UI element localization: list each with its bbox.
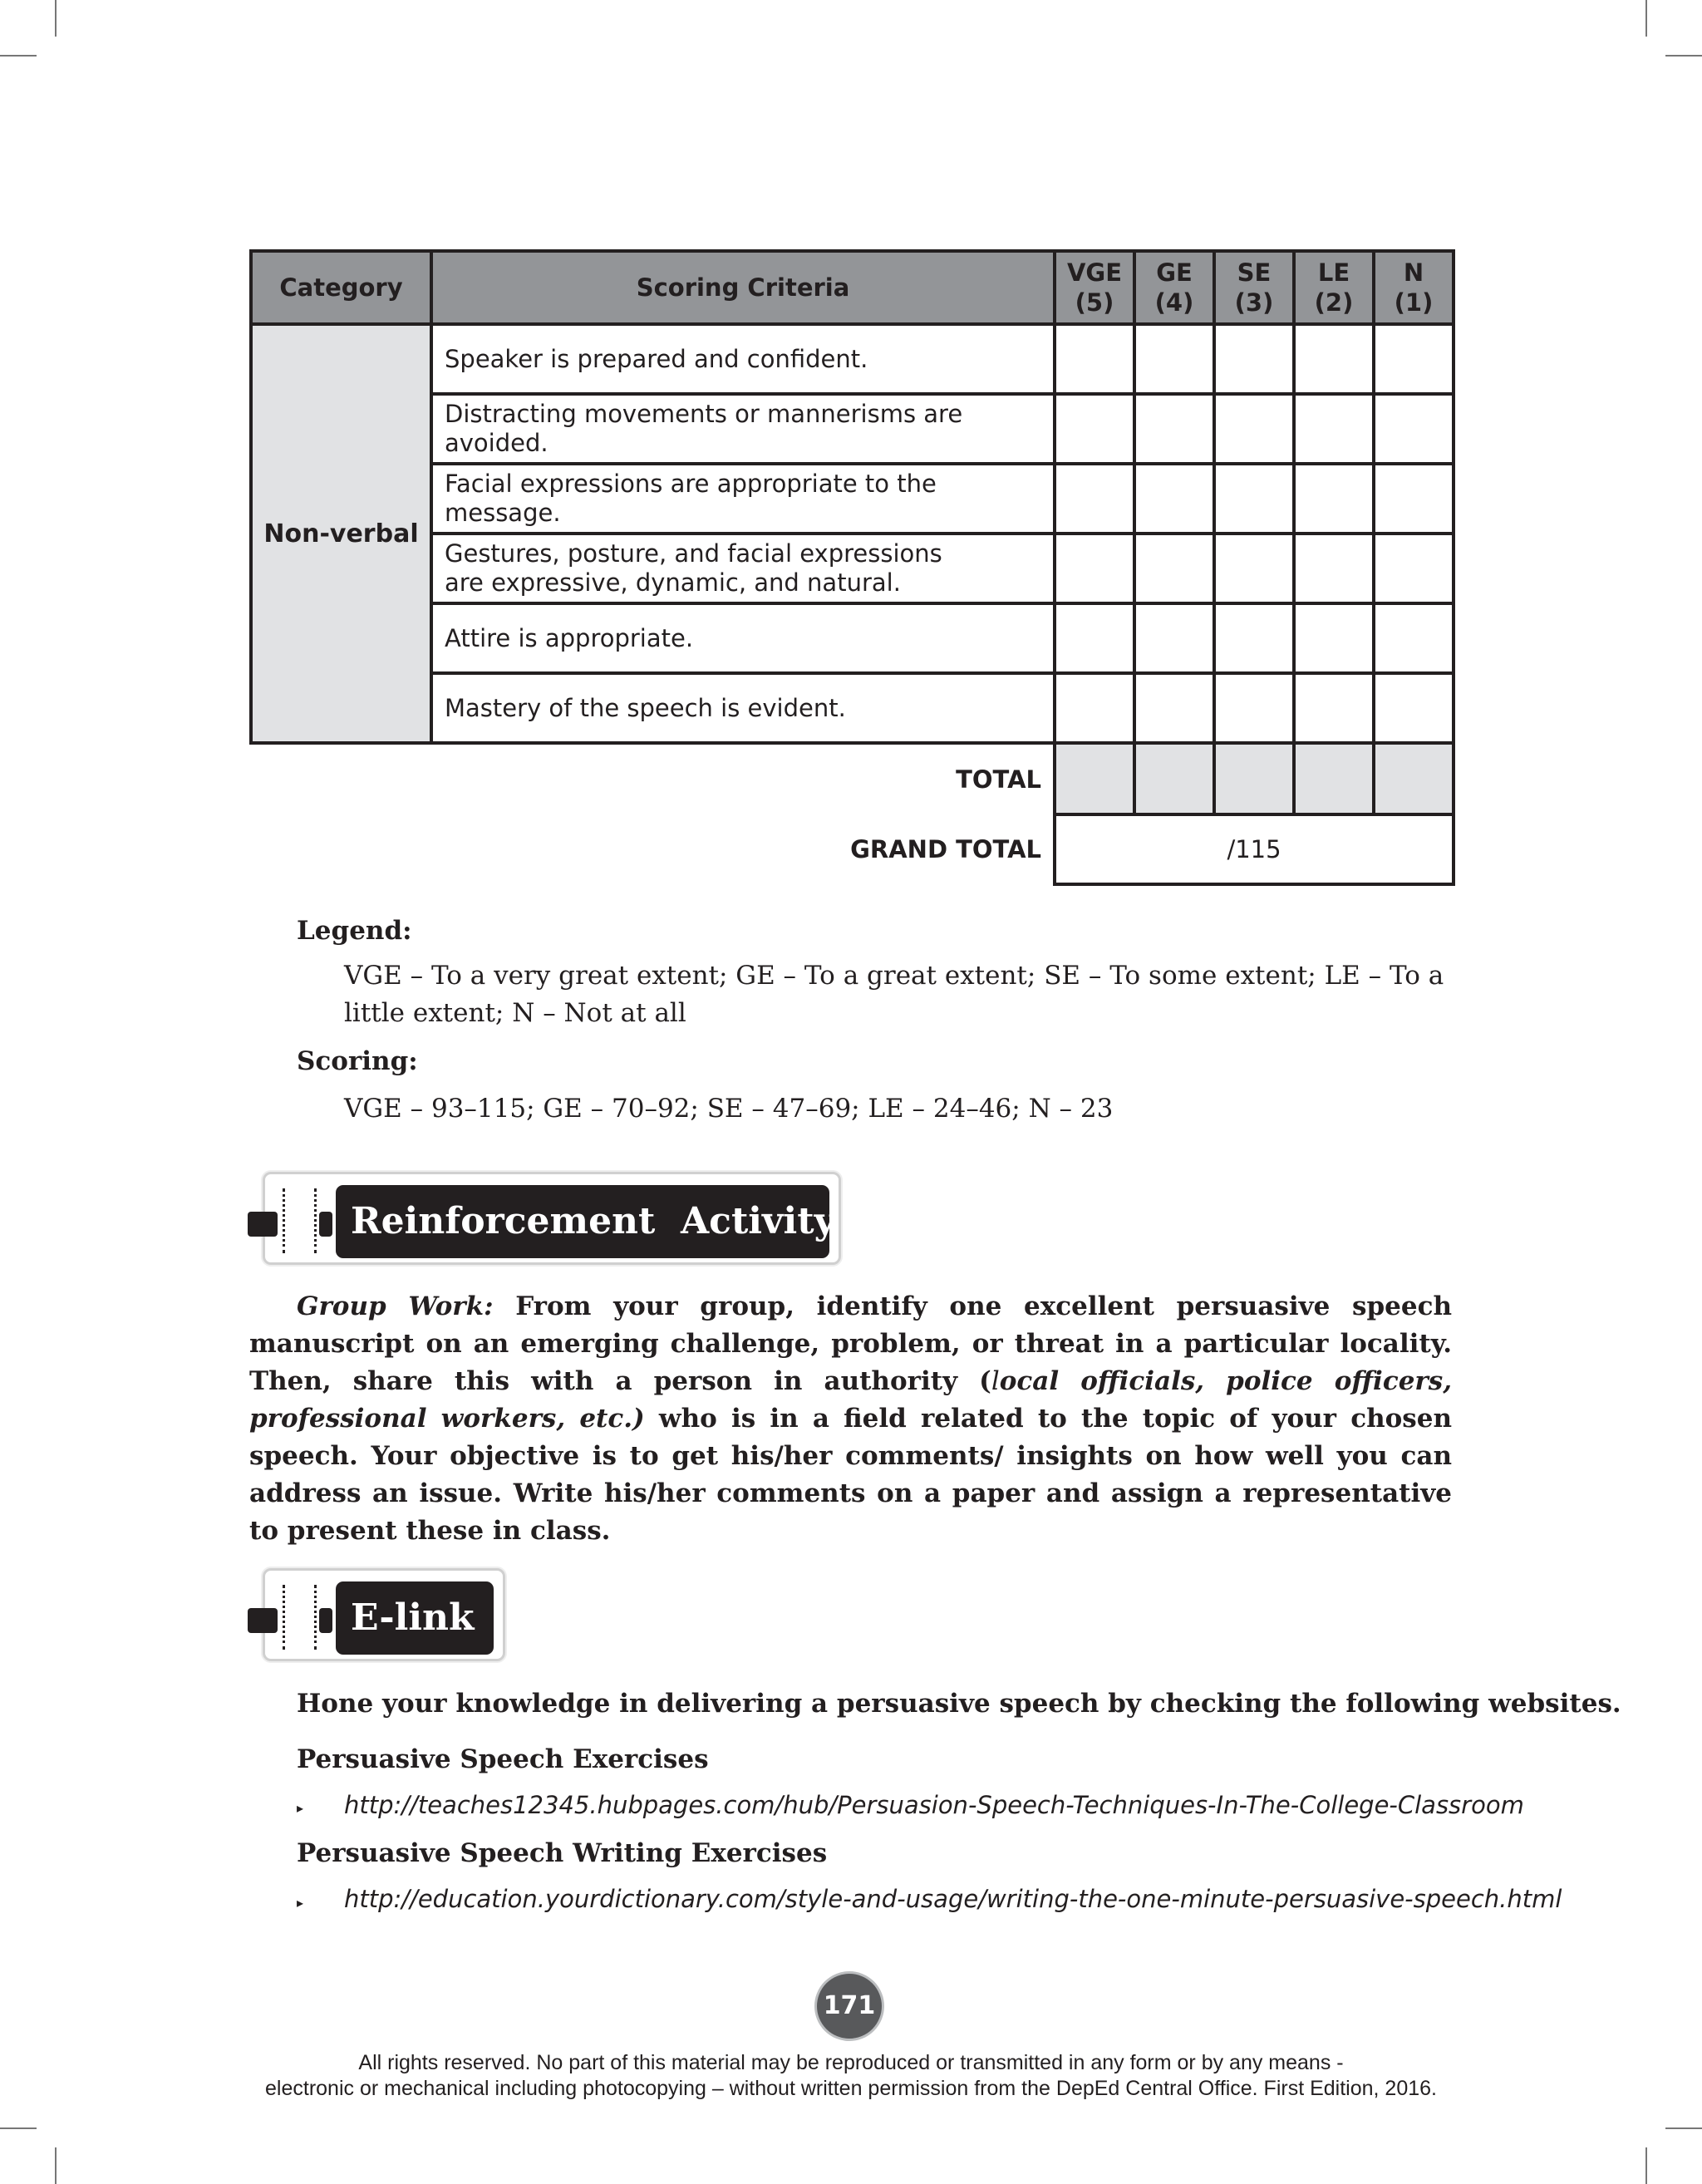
header-scoring-criteria: Scoring Criteria [431,251,1055,324]
score-cell[interactable] [1294,603,1374,673]
score-cell[interactable] [1055,534,1134,603]
banner-tab [248,1608,278,1633]
italic-l: l [991,1366,1000,1396]
score-cell[interactable] [1134,673,1214,743]
score-cell[interactable] [1055,464,1134,534]
scoring-text: VGE – 93–115; GE – 70–92; SE – 47–69; LE – 24–46; N – 23 [344,1094,1114,1124]
scoring-heading: Scoring: [297,1046,418,1076]
score-cell[interactable] [1374,464,1454,534]
score-cell[interactable] [1374,324,1454,394]
criteria-cell: Facial expressions are appropriate to the message. [431,464,1055,534]
legend-heading: Legend: [297,916,412,946]
score-cell[interactable] [1055,324,1134,394]
score-cell[interactable] [1374,394,1454,464]
link-heading: Persuasive Speech Exercises [297,1744,709,1774]
table-row [251,464,1454,534]
crop-mark [55,2147,57,2184]
paragraph-text: who is in a field related to the topic of your chosen speech. Your objective is to get his/her comments/ insights on how well you can address an issue. Write his/her comments on a paper and assign a representative to present these in class. [249,1404,1452,1546]
score-cell[interactable] [1374,534,1454,603]
crop-mark [0,2127,37,2129]
criteria-cell: Distracting movements or mannerisms are avoided. [431,394,1055,464]
authority-examples: ocal officials, police officers, professional workers, etc.) [249,1366,1452,1434]
score-cell[interactable] [1134,324,1214,394]
total-cell[interactable] [1374,743,1454,814]
banner-dashes [283,1188,285,1253]
header-se: SE (3) [1214,251,1294,324]
grand-total-label: GRAND TOTAL [850,835,1041,863]
score-cell[interactable] [1294,673,1374,743]
criteria-cell: Gestures, posture, and facial expressions are expressive, dynamic, and natural. [431,534,1055,603]
total-cell[interactable] [1294,743,1374,814]
banner-dashes [283,1585,285,1650]
score-cell[interactable] [1055,673,1134,743]
table-row [251,603,1454,673]
link-heading: Persuasive Speech Writing Exercises [297,1838,828,1868]
banner-tab [319,1608,332,1633]
score-cell[interactable] [1214,464,1294,534]
total-row [251,743,1454,814]
score-cell[interactable] [1294,464,1374,534]
legend-text: VGE – To a very great extent; GE – To a great extent; SE – To some extent; LE – To a little extent; N – Not at all [344,961,1444,1028]
header-category: Category [251,251,431,324]
score-cell[interactable] [1134,464,1214,534]
total-label: TOTAL [956,765,1041,794]
crop-mark [1645,2147,1647,2184]
reinforcement-activity-banner [248,1172,846,1272]
banner-title: Reinforcement Activity [336,1185,829,1258]
category-cell: Non-verbal [251,324,431,743]
score-cell[interactable] [1294,324,1374,394]
criteria-cell: Mastery of the speech is evident. [431,673,1055,743]
score-cell[interactable] [1134,394,1214,464]
grand-total-row [251,814,1454,884]
score-cell[interactable] [1214,673,1294,743]
group-work-label: Group Work: [297,1291,494,1321]
crop-mark [1665,2127,1702,2129]
crop-mark [1665,55,1702,57]
score-cell[interactable] [1214,394,1294,464]
total-cell[interactable] [1055,743,1134,814]
score-cell[interactable] [1294,394,1374,464]
score-cell[interactable] [1134,534,1214,603]
crop-mark [1645,0,1647,37]
page-number-badge: 171 [814,1971,884,2041]
paragraph-text: From your group, identify one excellent persuasive speech manuscript on an emerging challenge, problem, or threat in a particular locality. Then, share this with a person in authority ( [249,1291,1452,1396]
reinforcement-paragraph [249,1288,1452,1550]
score-cell[interactable] [1055,603,1134,673]
bullet-arrow-icon: ▸ [297,1895,304,1911]
score-cell[interactable] [1134,603,1214,673]
score-cell[interactable] [1214,534,1294,603]
criteria-cell: Attire is appropriate. [431,603,1055,673]
table-header-row [251,251,1454,324]
banner-dashes [314,1188,317,1253]
score-cell[interactable] [1294,534,1374,603]
total-cell[interactable] [1134,743,1214,814]
table-row [251,394,1454,464]
table-row [251,534,1454,603]
total-cell[interactable] [1214,743,1294,814]
header-vge: VGE (5) [1055,251,1134,324]
website-link[interactable]: http://teaches12345.hubpages.com/hub/Persuasion-Speech-Techniques-In-The-College-Classroom [344,1791,1524,1819]
table-row [251,673,1454,743]
header-ge: GE (4) [1134,251,1214,324]
grand-total-value[interactable]: /115 [1055,814,1454,884]
banner-dashes [314,1585,317,1650]
website-link[interactable]: http://education.yourdictionary.com/style-and-usage/writing-the-one-minute-persuasive-speech.html [344,1885,1562,1913]
score-cell[interactable] [1055,394,1134,464]
header-n: N (1) [1374,251,1454,324]
criteria-cell: Speaker is prepared and confident. [431,324,1055,394]
banner-title: E-link [336,1581,494,1655]
bullet-arrow-icon: ▸ [297,1800,304,1816]
table-row [251,324,1454,394]
score-cell[interactable] [1374,673,1454,743]
score-cell[interactable] [1374,603,1454,673]
e-link-intro: Hone your knowledge in delivering a persuasive speech by checking the following websites. [297,1689,1621,1719]
crop-mark [55,0,57,37]
score-cell[interactable] [1214,603,1294,673]
e-link-banner [248,1568,514,1668]
copyright-line-1: All rights reserved. No part of this material may be reproduced or transmitted in any form or by any means - [358,2051,1344,2074]
score-cell[interactable] [1214,324,1294,394]
banner-tab [248,1212,278,1237]
header-le: LE (2) [1294,251,1374,324]
copyright-line-2: electronic or mechanical including photocopying – without written permission from the DepEd Central Office. First Edition, 2016. [265,2077,1437,2100]
rubric-table [249,249,1455,886]
crop-mark [0,55,37,57]
